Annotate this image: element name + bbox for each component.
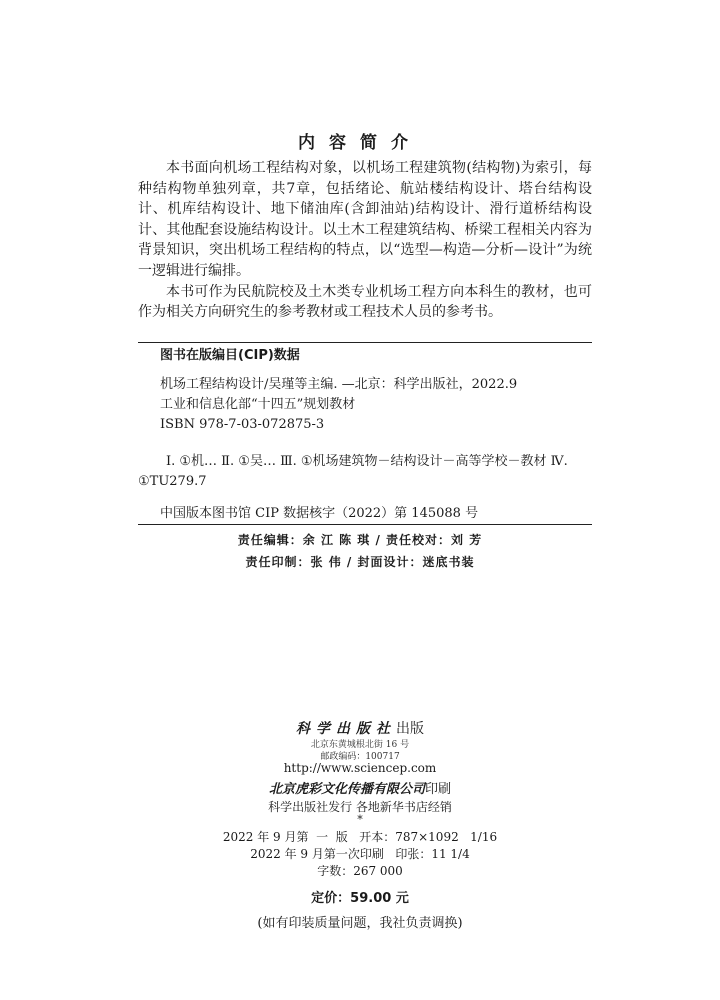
summary-text	[138, 158, 592, 323]
publisher-name: 科学出版社	[296, 721, 396, 737]
cip-line: 机场工程结构设计/吴瑾等主编. —北京：科学出版社，2022.9	[160, 377, 518, 392]
cip-line: 工业和信息化部“十四五”规划教材	[160, 397, 356, 412]
publisher-suffix: 出版	[396, 721, 424, 737]
cip-classification: Ⅰ. ①机… Ⅱ. ①吴… Ⅲ. ①机场建筑物－结构设计－高等学校－教材 Ⅳ. ①TU279.7	[138, 454, 568, 489]
summary-paragraph: 本书面向机场工程结构对象，以机场工程建筑物(结构物)为索引，每种结构物单独列章，共7章，包括绪论、航站楼结构设计、塔台结构设计、机库结构设计、地下储油库(含卸油站)结构设计、滑行道桥结构设计、其他配套设施结构设计。以土木工程建筑结构、桥梁工程相关内容为背景知识，突出机场工程结构的特点，以“选型—构造—分析—设计”为统一逻辑进行编排。	[138, 160, 592, 279]
cip-heading: 图书在版编目(CIP)数据	[160, 348, 300, 363]
printer-line	[0, 778, 720, 797]
cip-top-rule	[138, 342, 592, 343]
staff-line: 责任印制：张 伟 / 封面设计：迷底书装	[245, 555, 475, 569]
printer-suffix: 印刷	[425, 782, 452, 797]
separator-star: *	[357, 813, 363, 826]
summary-title: 内容简介	[298, 133, 422, 153]
edition-line: 2022 年 9 月第 一 版 开本：787×1092 1/16	[222, 830, 498, 844]
word-count: 字数：267 000	[317, 864, 403, 878]
summary-paragraph: 本书可作为民航院校及土木类专业机场工程方向本科生的教材，也可作为相关方向研究生的参考教材或工程技术人员的参考书。	[138, 283, 592, 321]
publisher-line	[0, 718, 720, 738]
cip-block	[160, 344, 592, 435]
price: 定价：59.00 元	[311, 891, 409, 906]
publisher-url: http://www.sciencep.com	[283, 761, 437, 775]
distribution-line: 科学出版社发行 各地新华书店经销	[268, 800, 452, 814]
printer-name: 北京虎彩文化传播有限公司	[268, 782, 425, 797]
publisher-postcode: 邮政编码：100717	[320, 752, 400, 762]
publisher-address: 北京东黄城根北街 16 号	[310, 740, 410, 750]
cip-bottom-rule	[138, 524, 592, 525]
printing-line: 2022 年 9 月第一次印刷 印张：11 1/4	[250, 847, 470, 861]
cip-check-number: 中国版本图书馆 CIP 数据核字（2022）第 145088 号	[160, 506, 479, 521]
quality-notice: (如有印装质量问题，我社负责调换)	[257, 916, 463, 931]
staff-line: 责任编辑：余 江 陈 琪 / 责任校对：刘 芳	[237, 533, 483, 547]
cip-line: ISBN 978-7-03-072875-3	[160, 417, 325, 432]
